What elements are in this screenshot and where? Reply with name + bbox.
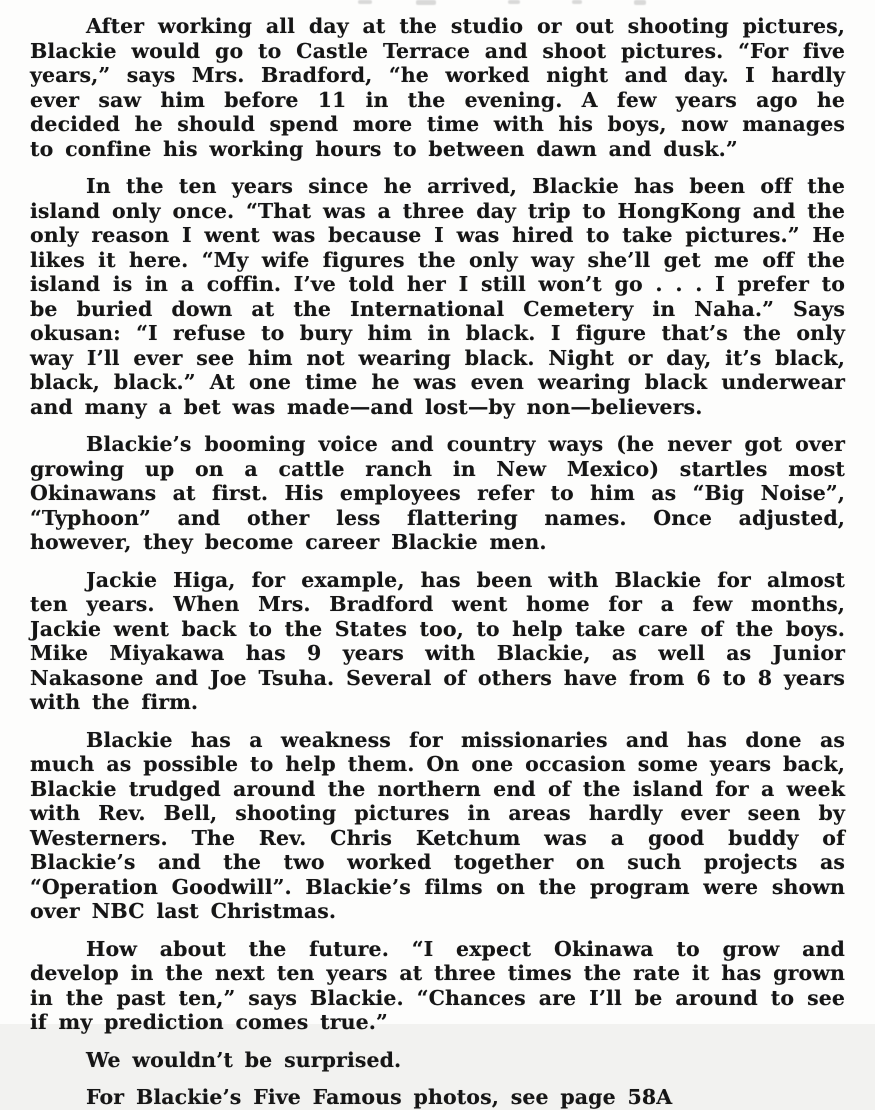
paragraph-booming-voice: Blackie’s booming voice and country ways (he never got over growing up on a cattle ranch in New Mexico) startles most Okinawans at first. His employees refer to him as “Big Noise”, “Typhoon” and other less flattering names. Once adjusted, however, they become career Blackie men. — [30, 432, 845, 554]
paragraph-studio-castle-terrace: After working all day at the studio or out shooting pictures, Blackie would go to Castle Terrace and shoot pictures. “For five years,” says Mrs. Bradford, “he worked night and day. I hardly ever saw him before 11 in the evening. A few years ago he decided he should spend more time with his boys, now manages to confine his working hours to between dawn and dusk.” — [30, 14, 845, 161]
paragraph-missionaries: Blackie has a weakness for missionaries and has done as much as possible to help them. On one occasion some years back, Blackie trudged around the northern end of the island for a week with Rev. Bell, shooting pictures in areas hardly ever seen by Westerners. The Rev. Chris Ketchum was a good buddy of Blackie’s and the two worked together on such projects as “Operation Goodwill”. Blackie’s films on the program were shown over NBC last Christmas. — [30, 727, 845, 923]
paragraph-off-island-once: In the ten years since he arrived, Blackie has been off the island only once. “That was a three day trip to HongKong and the only reason I went was because I was hired to take pictures.” He likes it here. “My wife figures the only way she’ll get me off the island is in a coffin. I’ve told her I still won’t go . . . I prefer to be buried down at the International Cemetery in Naha.” Says okusan: “I refuse to bury him in black. I figure that’s the only way I’ll ever see him not wearing black. Night or day, it’s black, black, black.” At one time he was even wearing black underwear and many a bet was made—and lost—by non—believers. — [30, 174, 845, 419]
paragraph-not-surprised: We wouldn’t be surprised. — [86, 1047, 402, 1072]
paragraph-jackie-higa-employees: Jackie Higa, for example, has been with Blackie for almost ten years. When Mrs. Bradford went home for a few months, Jackie went back to the States too, to help take care of the boys. Mike Miyakawa has 9 years with Blackie, as well as Junior Nakasone and Joe Tsuha. Several of others have from 6 to 8 years with the firm. — [30, 567, 845, 714]
paragraph-see-page-58a: For Blackie’s Five Famous photos, see page 58A — [86, 1085, 673, 1109]
paragraph-future-prediction: How about the future. “I expect Okinawa to grow and develop in the next ten years at three times the rate it has grown in the past ten,” says Blackie. “Chances are I’ll be around to see if my prediction comes true.” — [30, 936, 845, 1034]
